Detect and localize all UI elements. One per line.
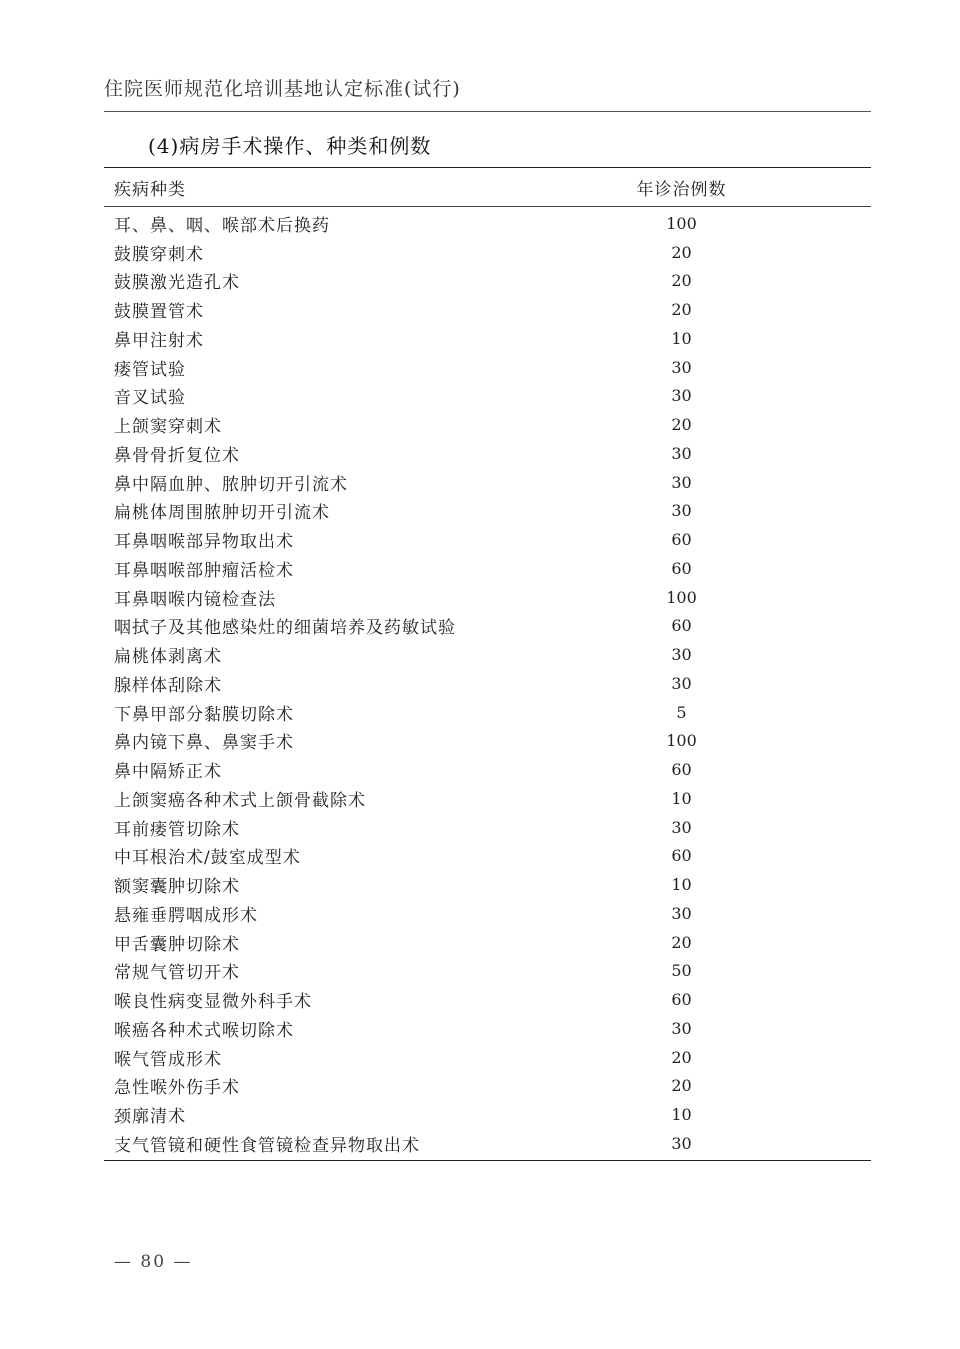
- annual-cases-cell: 20: [671, 932, 692, 952]
- disease-type-cell: 颈廓清术: [114, 1107, 186, 1128]
- table-row: [104, 525, 871, 554]
- annual-cases-cell: 10: [671, 875, 692, 895]
- disease-type-cell: 喉气管成形术: [114, 1049, 222, 1070]
- table-row: [104, 554, 871, 583]
- disease-type-cell: 扁桃体周围脓肿切开引流术: [114, 503, 330, 524]
- disease-type-cell: 额窦囊肿切除术: [114, 877, 240, 898]
- annual-cases-cell: 5: [676, 702, 687, 722]
- annual-cases-cell: 100: [666, 587, 697, 607]
- annual-cases-cell: 20: [671, 242, 692, 262]
- table-row: [104, 583, 871, 612]
- table-row: [104, 870, 871, 899]
- annual-cases-cell: 30: [671, 443, 692, 463]
- disease-type-cell: 甲舌囊肿切除术: [114, 934, 240, 955]
- table-row: [104, 295, 871, 324]
- annual-cases-cell: 100: [666, 731, 697, 751]
- table-row: [104, 813, 871, 842]
- table-row: [104, 1014, 871, 1043]
- disease-type-cell: 耳鼻咽喉部异物取出术: [114, 532, 294, 553]
- table-row: [104, 755, 871, 784]
- annual-cases-cell: 30: [671, 903, 692, 923]
- table-row: [104, 698, 871, 727]
- section-title: (4)病房手术操作、种类和例数: [148, 134, 432, 158]
- disease-type-cell: 鼻中隔矫正术: [114, 762, 222, 783]
- page-number: — 80 —: [114, 1252, 193, 1272]
- disease-type-cell: 支气管镜和硬性食管镜检查异物取出术: [114, 1135, 420, 1156]
- annual-cases-cell: 10: [671, 788, 692, 808]
- running-header: 住院医师规范化培训基地认定标准(试行): [104, 74, 871, 112]
- disease-type-cell: 鼻中隔血肿、脓肿切开引流术: [114, 474, 348, 495]
- disease-type-cell: 鼓膜穿刺术: [114, 244, 204, 265]
- table-row: [104, 267, 871, 296]
- table-row: [104, 1129, 871, 1158]
- annual-cases-cell: 30: [671, 1018, 692, 1038]
- disease-type-cell: 上颌窦穿刺术: [114, 417, 222, 438]
- table-row: [104, 612, 871, 641]
- table-row: [104, 209, 871, 238]
- table-row: [104, 497, 871, 526]
- table-header: [104, 168, 871, 207]
- disease-type-cell: 耳前瘘管切除术: [114, 819, 240, 840]
- table-row: [104, 238, 871, 267]
- table-row: [104, 727, 871, 756]
- table-row: [104, 382, 871, 411]
- annual-cases-cell: 60: [671, 616, 692, 636]
- annual-cases-cell: 20: [671, 271, 692, 291]
- disease-type-cell: 鼓膜激光造孔术: [114, 273, 240, 294]
- annual-cases-cell: 30: [671, 645, 692, 665]
- procedures-table: [104, 167, 871, 1161]
- annual-cases-cell: 50: [671, 961, 692, 981]
- table-row: [104, 784, 871, 813]
- disease-type-cell: 鼻内镜下鼻、鼻窦手术: [114, 733, 294, 754]
- table-row: [104, 468, 871, 497]
- table-row: [104, 1072, 871, 1101]
- table-row: [104, 985, 871, 1014]
- disease-type-cell: 鼻甲注射术: [114, 330, 204, 351]
- annual-cases-cell: 20: [671, 1076, 692, 1096]
- table-row: [104, 640, 871, 669]
- annual-cases-cell: 30: [671, 1133, 692, 1153]
- annual-cases-cell: 60: [671, 846, 692, 866]
- annual-cases-cell: 20: [671, 1047, 692, 1067]
- table-body: [104, 207, 871, 1160]
- annual-cases-cell: 10: [671, 328, 692, 348]
- disease-type-cell: 急性喉外伤手术: [114, 1078, 240, 1099]
- annual-cases-cell: 100: [666, 213, 697, 233]
- table-row: [104, 842, 871, 871]
- disease-type-cell: 悬雍垂腭咽成形术: [114, 905, 258, 926]
- annual-cases-cell: 60: [671, 760, 692, 780]
- disease-type-cell: 扁桃体剥离术: [114, 647, 222, 668]
- disease-type-cell: 腺样体刮除术: [114, 675, 222, 696]
- disease-type-cell: 耳、鼻、咽、喉部术后换药: [114, 215, 330, 236]
- disease-type-cell: 喉癌各种术式喉切除术: [114, 1020, 294, 1041]
- annual-cases-cell: 60: [671, 530, 692, 550]
- disease-type-cell: 耳鼻咽喉部肿瘤活检术: [114, 560, 294, 581]
- disease-type-cell: 喉良性病变显微外科手术: [114, 992, 312, 1013]
- disease-type-cell: 耳鼻咽喉内镜检查法: [114, 589, 276, 610]
- disease-type-cell: 常规气管切开术: [114, 963, 240, 984]
- table-row: [104, 1100, 871, 1129]
- annual-cases-cell: 30: [671, 817, 692, 837]
- table-row: [104, 957, 871, 986]
- disease-type-cell: 瘘管试验: [114, 359, 186, 380]
- table-row: [104, 928, 871, 957]
- disease-type-cell: 咽拭子及其他感染灶的细菌培养及药敏试验: [114, 618, 456, 639]
- table-row: [104, 439, 871, 468]
- annual-cases-cell: 30: [671, 357, 692, 377]
- disease-type-cell: 鼓膜置管术: [114, 302, 204, 323]
- annual-cases-cell: 30: [671, 472, 692, 492]
- disease-type-cell: 音叉试验: [114, 388, 186, 409]
- table-row: [104, 410, 871, 439]
- disease-type-cell: 鼻骨骨折复位术: [114, 445, 240, 466]
- annual-cases-cell: 20: [671, 415, 692, 435]
- disease-type-cell: 中耳根治术/鼓室成型术: [114, 848, 301, 869]
- annual-cases-cell: 30: [671, 673, 692, 693]
- annual-cases-cell: 20: [671, 300, 692, 320]
- annual-cases-cell: 60: [671, 990, 692, 1010]
- table-row: [104, 669, 871, 698]
- annual-cases-cell: 60: [671, 558, 692, 578]
- annual-cases-cell: 30: [671, 501, 692, 521]
- table-row: [104, 899, 871, 928]
- disease-type-cell: 上颌窦癌各种术式上颌骨截除术: [114, 790, 366, 811]
- table-row: [104, 324, 871, 353]
- column-header-annual-cases: 年诊治例数: [636, 179, 727, 200]
- column-header-disease-type: 疾病种类: [114, 179, 186, 200]
- table-row: [104, 353, 871, 382]
- disease-type-cell: 下鼻甲部分黏膜切除术: [114, 704, 294, 725]
- annual-cases-cell: 10: [671, 1105, 692, 1125]
- annual-cases-cell: 30: [671, 386, 692, 406]
- table-row: [104, 1043, 871, 1072]
